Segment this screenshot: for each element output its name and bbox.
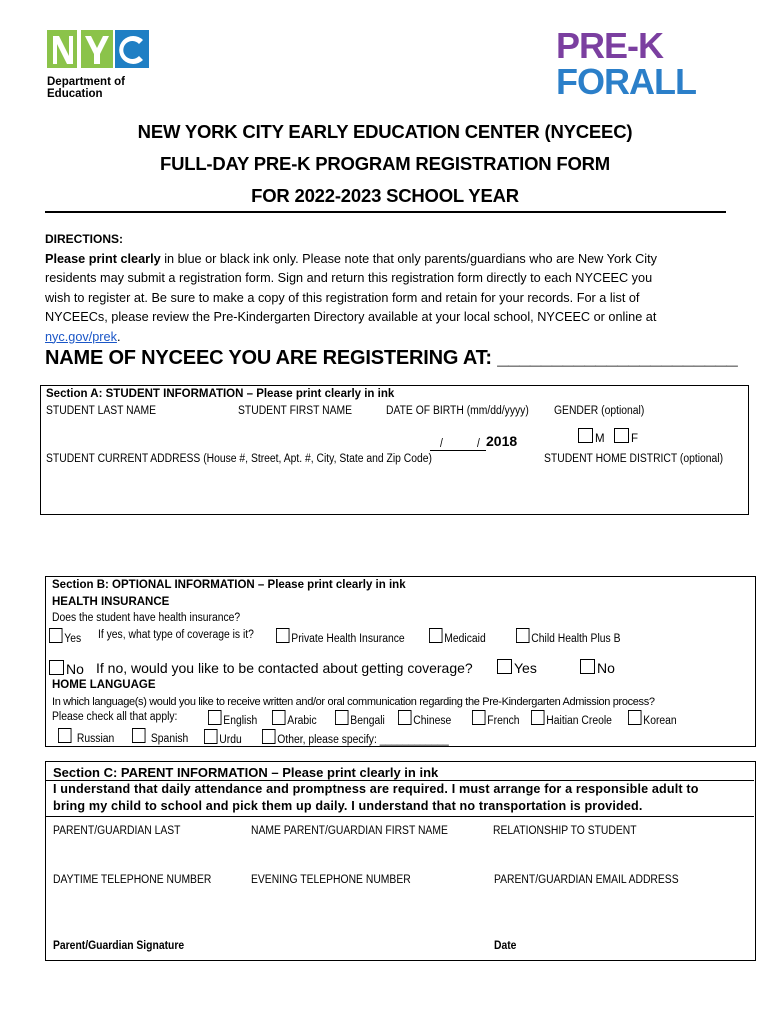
lang-other-option[interactable] (262, 729, 449, 746)
health-yes-label: Yes (64, 633, 82, 645)
gender-label: GENDER (optional) (554, 405, 645, 417)
parent-first-label: NAME PARENT/GUARDIAN FIRST NAME (251, 825, 448, 837)
prek-link[interactable]: nyc.gov/prek (45, 329, 117, 344)
student-last-name-label: STUDENT LAST NAME (46, 405, 157, 417)
lang-korean-checkbox[interactable] (628, 710, 642, 725)
lang-spanish-checkbox[interactable] (132, 728, 146, 743)
title-rule (45, 211, 726, 213)
health-yes-option[interactable] (49, 628, 81, 645)
date-label: Date (494, 940, 517, 952)
health-no-option[interactable] (49, 660, 84, 677)
health-insurance-heading: HEALTH INSURANCE (52, 596, 170, 608)
lang-spanish-option[interactable] (132, 728, 188, 745)
gender-m-checkbox[interactable] (578, 428, 593, 443)
lang-chinese-option[interactable] (398, 710, 451, 727)
contact-yes-option[interactable] (497, 659, 537, 676)
lang-urdu-label: Urdu (219, 734, 242, 746)
section-c-title: Section C: PARENT INFORMATION – Please print clearly in ink (53, 765, 439, 780)
lang-other-label: Other, please specify: ____________ (277, 734, 449, 746)
lang-korean-label: Korean (643, 715, 677, 727)
logo-dept-line1: Department of (47, 76, 125, 88)
email-field[interactable] (492, 890, 747, 935)
directions-line-1 (45, 250, 735, 270)
directions-bold-lead: Please print clearly (45, 251, 161, 266)
lang-urdu-checkbox[interactable] (204, 729, 218, 744)
parent-last-field[interactable] (52, 840, 242, 868)
nyc-doe-logo (47, 28, 157, 98)
address-field[interactable] (41, 470, 745, 512)
nyceec-name-heading: NAME OF NYCEEC YOU ARE REGISTERING AT: ______________________ (45, 347, 738, 369)
dob-slash-2: / (477, 438, 480, 450)
parent-last-label: PARENT/GUARDIAN LAST (53, 825, 181, 837)
signature-label: Parent/Guardian Signature (53, 940, 185, 952)
parent-first-field[interactable] (250, 840, 485, 868)
directions-text-1: in blue or black ink only. Please note that only parents/guardians who are New York City (160, 251, 657, 266)
dob-year: 2018 (486, 433, 518, 449)
gender-m-option[interactable] (578, 428, 605, 445)
lang-english-option[interactable] (208, 710, 257, 727)
directions-line-3: wish to register at. Be sure to make a copy of this registration form and retain for your records. For a list of (45, 290, 640, 305)
contact-no-checkbox[interactable] (580, 659, 595, 674)
nyc-letters-graphic (47, 28, 157, 72)
title-line-3: FOR 2022-2023 SCHOOL YEAR (251, 185, 519, 206)
dob-label: DATE OF BIRTH (mm/dd/yyyy) (386, 405, 529, 417)
directions-block (45, 230, 735, 347)
lang-spanish-label: Spanish (150, 733, 189, 745)
email-label: PARENT/GUARDIAN EMAIL ADDRESS (494, 874, 679, 886)
lang-chinese-checkbox[interactable] (398, 710, 412, 725)
directions-line-4: NYCEECs, please review the Pre-Kindergarten Directory available at your local school, NYCEEC or online at (45, 310, 657, 324)
title-line-2: FULL-DAY PRE-K PROGRAM REGISTRATION FORM (159, 153, 611, 174)
health-no-label: No (66, 661, 84, 677)
chp-checkbox[interactable] (516, 628, 530, 643)
lang-arabic-option[interactable] (272, 710, 317, 727)
daytime-phone-field[interactable] (52, 890, 242, 935)
gender-f-checkbox[interactable] (614, 428, 629, 443)
gender-f-label: F (631, 433, 639, 445)
gender-f-option[interactable] (614, 428, 638, 445)
section-a-title: Section A: STUDENT INFORMATION – Please print clearly in ink (46, 388, 395, 400)
chp-label: Child Health Plus B (531, 633, 621, 645)
prek-logo-line1: PRE-K (556, 25, 664, 66)
health-yes-checkbox[interactable] (49, 628, 63, 643)
section-c-title-rule (46, 780, 754, 781)
lang-russian-checkbox[interactable] (58, 728, 72, 743)
private-insurance-option[interactable] (276, 628, 405, 645)
section-c-statement-rule (46, 816, 754, 817)
contact-no-option[interactable] (580, 659, 615, 676)
lang-haitian-creole-option[interactable] (531, 710, 612, 727)
evening-phone-label: EVENING TELEPHONE NUMBER (251, 874, 411, 886)
lang-other-checkbox[interactable] (262, 729, 276, 744)
lang-french-option[interactable] (472, 710, 520, 727)
lang-chinese-label: Chinese (413, 715, 452, 727)
dob-underline (430, 450, 486, 451)
lang-arabic-label: Arabic (287, 715, 317, 727)
lang-bengali-label: Bengali (350, 715, 385, 727)
dob-slash-1: / (440, 438, 443, 450)
language-question: In which language(s) would you like to receive written and/or oral communication regarding the Pre-Kindergarten Admission process? (52, 696, 655, 708)
logo-dept-line2: Education (47, 88, 103, 100)
health-insurance-question: Does the student have health insurance? (52, 612, 241, 624)
chp-option[interactable] (516, 628, 620, 645)
lang-bengali-option[interactable] (335, 710, 385, 727)
attendance-statement-1: I understand that daily attendance and promptness are required. I must arrange for a responsible adult to (53, 782, 699, 796)
student-first-name-label: STUDENT FIRST NAME (238, 405, 353, 417)
section-b-title: Section B: OPTIONAL INFORMATION – Please print clearly in ink (52, 579, 406, 591)
evening-phone-field[interactable] (250, 890, 485, 935)
contact-yes-checkbox[interactable] (497, 659, 512, 674)
prek-logo-line2: FORALL (556, 61, 696, 102)
lang-french-label: French (487, 715, 520, 727)
lang-french-checkbox[interactable] (472, 710, 486, 725)
lang-korean-option[interactable] (628, 710, 677, 727)
lang-english-checkbox[interactable] (208, 710, 222, 725)
medicaid-checkbox[interactable] (429, 628, 443, 643)
medicaid-option[interactable] (429, 628, 486, 645)
lang-haitian-creole-label: Haitian Creole (546, 715, 612, 727)
address-label: STUDENT CURRENT ADDRESS (House #, Street, Apt. #, City, State and Zip Code) (46, 453, 432, 465)
lang-arabic-checkbox[interactable] (272, 710, 286, 725)
home-language-heading: HOME LANGUAGE (52, 679, 156, 691)
directions-label: DIRECTIONS: (45, 232, 123, 246)
health-no-checkbox[interactable] (49, 660, 64, 675)
medicaid-label: Medicaid (444, 633, 486, 645)
contact-yes-label: Yes (514, 660, 537, 676)
lang-haitian-creole-checkbox[interactable] (531, 710, 545, 725)
private-insurance-label: Private Health Insurance (291, 633, 405, 645)
relationship-field[interactable] (492, 840, 747, 868)
lang-russian-option[interactable] (58, 728, 114, 745)
lang-english-label: English (223, 715, 258, 727)
title-line-1: NEW YORK CITY EARLY EDUCATION CENTER (NYCEEC) (137, 121, 633, 142)
private-insurance-checkbox[interactable] (276, 628, 290, 643)
daytime-phone-label: DAYTIME TELEPHONE NUMBER (53, 874, 212, 886)
relationship-label: RELATIONSHIP TO STUDENT (493, 825, 637, 837)
lang-urdu-option[interactable] (204, 729, 242, 746)
attendance-statement-2: bring my child to school and pick them up daily. I understand that no transportation is provided. (53, 799, 643, 813)
contact-question: If no, would you like to be contacted about getting coverage? (96, 660, 473, 676)
link-tail: . (116, 329, 121, 344)
home-district-label: STUDENT HOME DISTRICT (optional) (544, 453, 724, 465)
contact-no-label: No (597, 660, 615, 676)
prek-for-all-logo (556, 25, 726, 103)
coverage-question: If yes, what type of coverage is it? (98, 629, 254, 641)
check-all-label: Please check all that apply: (52, 711, 178, 723)
lang-russian-label: Russian (76, 733, 115, 745)
gender-m-label: M (595, 433, 605, 445)
directions-line-5 (45, 328, 735, 348)
lang-bengali-checkbox[interactable] (335, 710, 349, 725)
directions-line-2: residents may submit a registration form. Sign and return this registration form directly to each NYCEEC you (45, 271, 653, 285)
